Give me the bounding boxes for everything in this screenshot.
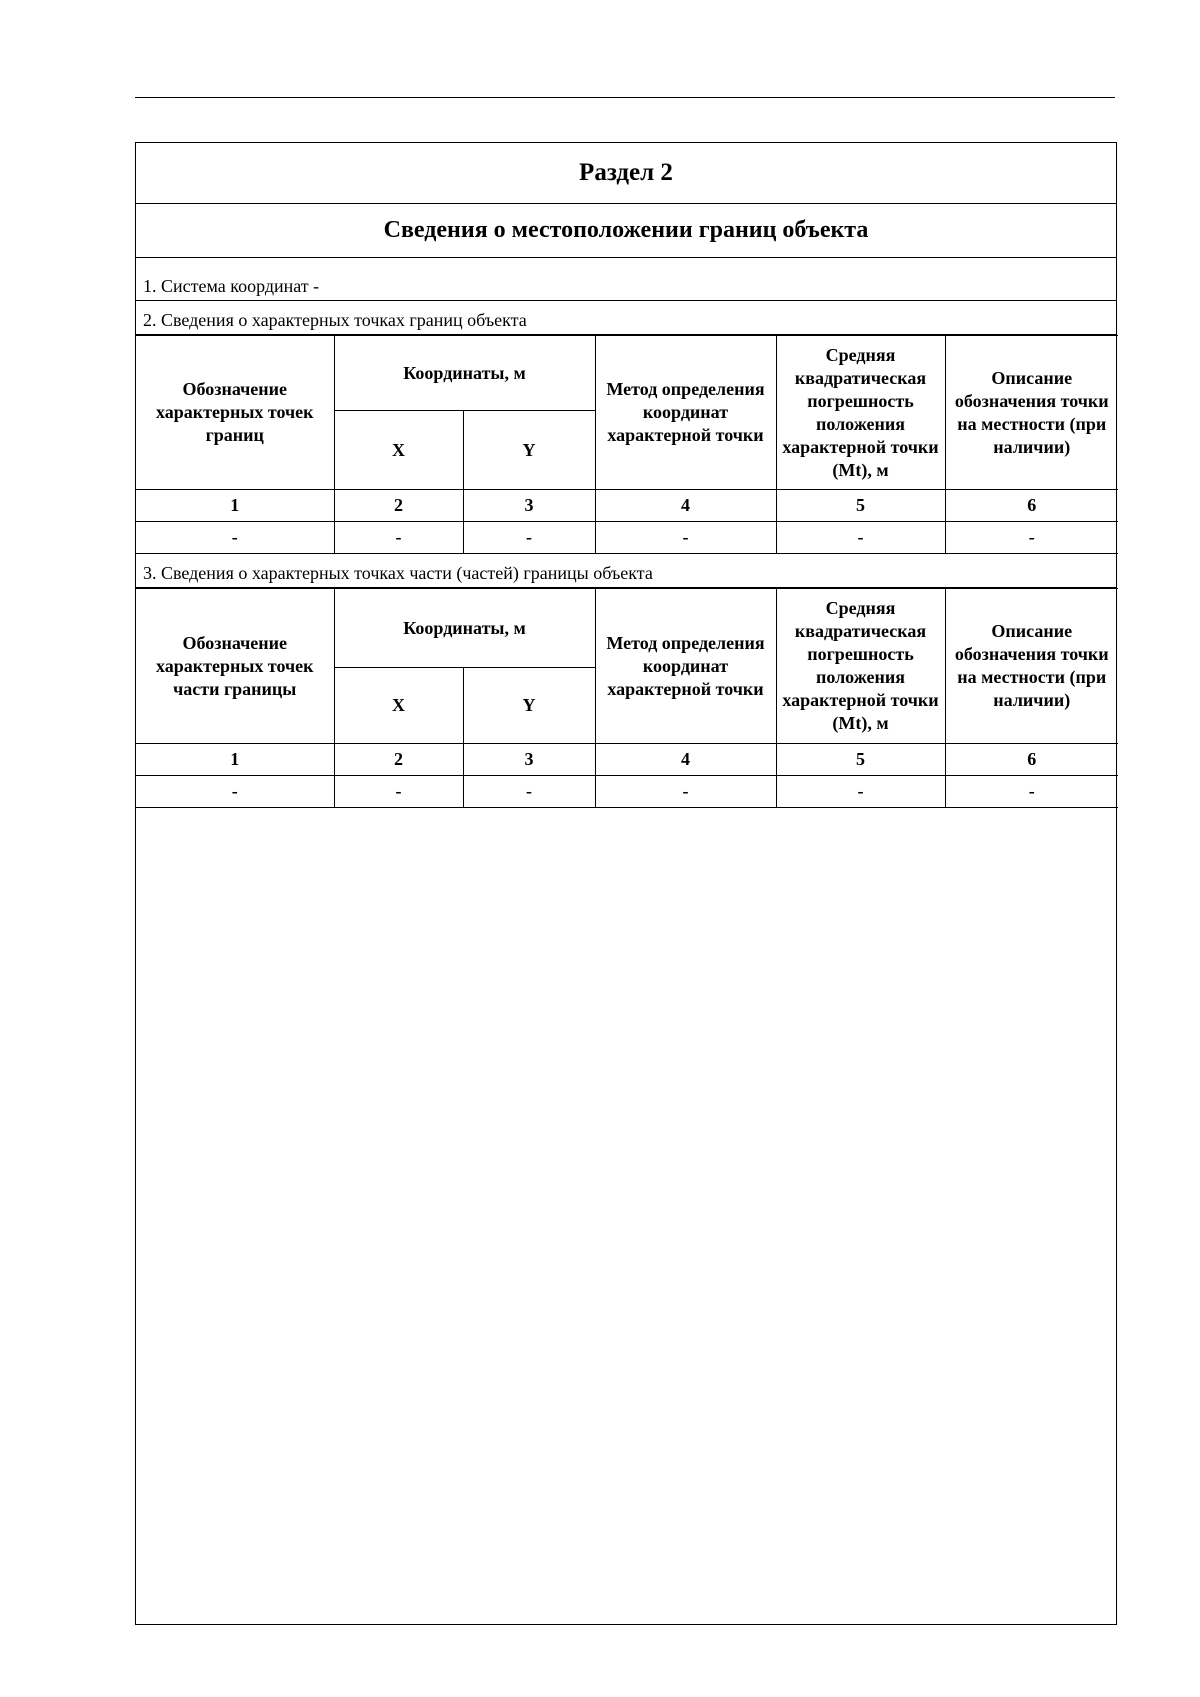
boundary-part-points-table xyxy=(136,588,1118,808)
column-number: 4 xyxy=(595,744,776,776)
table-cell: - xyxy=(945,776,1118,808)
header-x: X xyxy=(334,668,463,744)
table-cell: - xyxy=(776,776,945,808)
table-cell: - xyxy=(136,776,334,808)
header-x: X xyxy=(334,411,463,490)
part2-heading: 2. Сведения о характерных точках границ объекта xyxy=(136,301,1116,335)
header-designation: Обозначение характерных точек части границы xyxy=(136,589,334,744)
header-coordinates: Координаты, м xyxy=(334,336,595,411)
column-number: 2 xyxy=(334,490,463,522)
column-number: 6 xyxy=(945,490,1118,522)
header-coordinates: Координаты, м xyxy=(334,589,595,668)
coordinate-system-line: 1. Система координат - xyxy=(136,258,1116,301)
column-number: 5 xyxy=(776,744,945,776)
column-number: 3 xyxy=(463,490,595,522)
header-y: Y xyxy=(463,668,595,744)
boundary-points-table xyxy=(136,335,1118,554)
header-description: Описание обозначения точки на местности (при наличии) xyxy=(945,589,1118,744)
column-number: 6 xyxy=(945,744,1118,776)
header-method: Метод определения координат характерной точки xyxy=(595,589,776,744)
table-cell: - xyxy=(595,776,776,808)
column-number: 3 xyxy=(463,744,595,776)
column-number: 4 xyxy=(595,490,776,522)
table-cell: - xyxy=(595,522,776,554)
table-row xyxy=(136,522,1118,554)
column-number-row xyxy=(136,490,1118,522)
table-cell: - xyxy=(945,522,1118,554)
column-number: 5 xyxy=(776,490,945,522)
column-number: 2 xyxy=(334,744,463,776)
table-cell: - xyxy=(776,522,945,554)
header-y: Y xyxy=(463,411,595,490)
table-cell: - xyxy=(463,522,595,554)
part3-heading: 3. Сведения о характерных точках части (частей) границы объекта xyxy=(136,554,1116,588)
table-cell: - xyxy=(334,522,463,554)
top-rule xyxy=(135,97,1115,98)
header-method: Метод определения координат характерной точки xyxy=(595,336,776,490)
header-designation: Обозначение характерных точек границ xyxy=(136,336,334,490)
table-cell: - xyxy=(136,522,334,554)
section-subtitle: Сведения о местоположении границ объекта xyxy=(136,204,1116,258)
table-cell: - xyxy=(334,776,463,808)
header-error: Средняя квадратическая погрешность положения характерной точки (Mt), м xyxy=(776,589,945,744)
column-number: 1 xyxy=(136,744,334,776)
header-error: Средняя квадратическая погрешность положения характерной точки (Mt), м xyxy=(776,336,945,490)
table-row xyxy=(136,776,1118,808)
column-number: 1 xyxy=(136,490,334,522)
header-description: Описание обозначения точки на местности (при наличии) xyxy=(945,336,1118,490)
column-number-row xyxy=(136,744,1118,776)
document-frame xyxy=(135,142,1117,1625)
section-title: Раздел 2 xyxy=(136,143,1116,204)
table-cell: - xyxy=(463,776,595,808)
